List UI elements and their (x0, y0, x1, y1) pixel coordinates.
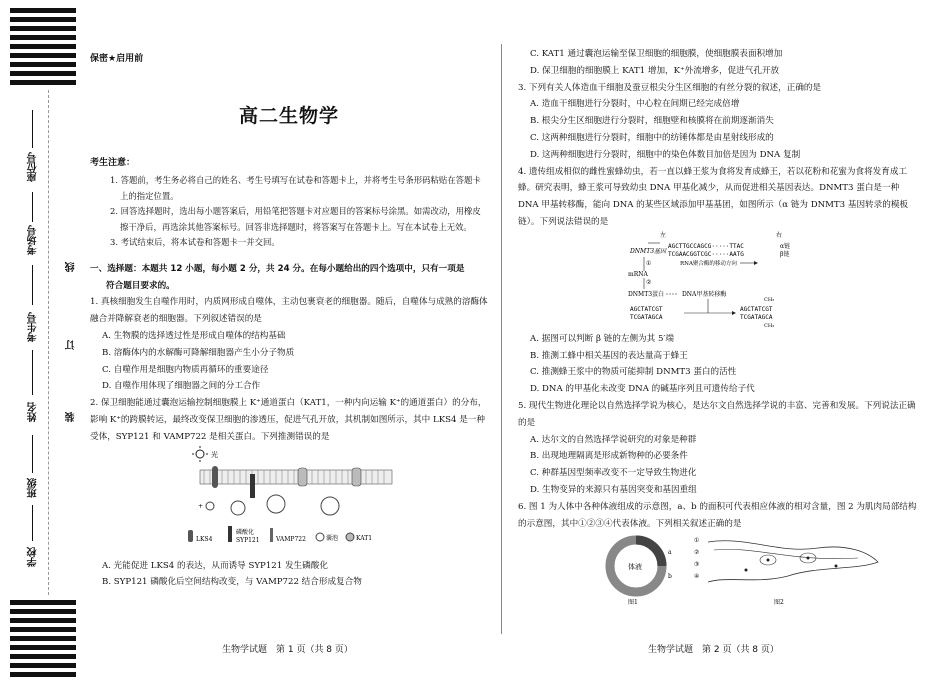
bind-mark-bind: 装 (66, 412, 77, 422)
fig2-mark-3: ③ (694, 561, 700, 569)
binding-dashed-line (48, 90, 49, 595)
ch3-top: CH₃ (764, 296, 775, 303)
seq-top: AGCTTGCCAGCG·····TTAC (668, 242, 744, 250)
option-d: D. 保卫细胞的细胞膜上 KAT1 增加，K⁺外流增多，促进气孔开放 (530, 65, 780, 76)
question-6 (518, 499, 920, 607)
body-fluid-diagram (518, 532, 920, 606)
syp121-legend-icon (228, 526, 232, 542)
notice-block (90, 155, 488, 251)
step-2: ② (646, 278, 652, 286)
notice-item: 2. 回答选择题时，选出每小题答案后，用铅笔把答题卡对应题目的答案标号涂黑。如需改动，用橡皮擦干净后，再选涂其他答案标号。回答非选择题时，将答案写在答题卡上。写在本试卷上无效。 (110, 206, 481, 232)
option-a: A. 达尔文的自然选择学说研究的对象是种群 (530, 434, 697, 445)
fig2-mark-4: ④ (694, 573, 700, 581)
guard-cell-figure (90, 446, 488, 558)
guard-cell-diagram (90, 446, 488, 558)
option-c: C. 种群基因型频率改变不一定导致生物进化 (530, 468, 697, 479)
option-a: A. 据图可以判断 β 链的左侧为其 5′端 (530, 333, 674, 344)
fill-line (32, 192, 33, 222)
page-title: 高二生物学 (238, 104, 339, 127)
label-seat-number: 座位号 (28, 152, 39, 182)
question-stem: 4. 遗传组成相似的雌性蜜蜂幼虫，若一直以蜂王浆为食将发育成蜂王，若以花粉和花蜜为食将发育成工蜂。研究表明，蜂王浆可导致幼虫 DNA 甲基化减少，从而促进相关基因表达。DNMT3 蛋白是一种 DNA 甲基转移酶，能向 DNA 的某些区域添加甲基基团，如图所示（α 链为 DNMT3 基因转录的模板链）。下列说法错误的是 (518, 166, 909, 227)
dna-after-top: AGCTATCGT (740, 305, 773, 313)
bind-mark-staple: 订 (66, 340, 77, 350)
label-school: 学校 (28, 547, 39, 567)
mrna-label: mRNA (628, 270, 648, 278)
column-divider (501, 44, 502, 634)
dnmt3-figure (518, 231, 920, 331)
fig1-center-label: 体液 (628, 563, 642, 572)
section-heading-cont: 符合题目要求的。 (106, 280, 175, 291)
membrane (200, 470, 392, 484)
vessel (714, 550, 858, 559)
notice-item: 3. 考试结束后，将本试卷和答题卡一并交回。 (110, 237, 280, 248)
option-c: C. KAT1 通过囊泡运输至保卫细胞的细胞膜，使细胞膜表面积增加 (530, 49, 783, 59)
step-1: ① (646, 259, 652, 267)
fill-line (32, 435, 33, 473)
binding-strip (0, 0, 80, 688)
left-column (90, 46, 488, 591)
option-d: D. 自噬作用体现了细胞器之间的分工合作 (102, 381, 261, 392)
phosphate-icon (206, 502, 214, 510)
option-b: B. SYP121 磷酸化后空间结构改变，与 VAMP722 结合形成复合物 (102, 577, 362, 588)
lks4-receptor (212, 466, 218, 488)
vesicle (267, 495, 285, 513)
option-a: A. 生物膜的选择透过性是形成自噬体的结构基础 (102, 331, 286, 342)
option-b: B. 推测工蜂中相关基因的表达量高于蜂王 (530, 350, 688, 361)
vesicle-legend-icon (316, 533, 324, 541)
kat1-legend-icon (346, 533, 354, 541)
fill-line (32, 505, 33, 541)
option-c: C. 自噬作用是细胞内物质再循环的重要途径 (102, 364, 269, 375)
question-stem: 5. 现代生物进化理论以自然选择学说为核心，是达尔文自然选择学说的丰富、完善和发展。下列说法正确的是 (518, 400, 916, 428)
vesicle (231, 501, 245, 515)
lks4-legend-icon (188, 530, 193, 542)
option-d: D. 这两种细胞进行分裂时，细胞中的染色体数目加倍是因为 DNA 复制 (530, 149, 801, 160)
option-c: C. 这两种细胞进行分裂时，细胞中的纺锤体都是由星射线形成的 (530, 132, 774, 143)
option-b: B. 根尖分生区细胞进行分裂时，细胞壁和核膜将在前期逐渐消失 (530, 116, 774, 127)
legend-phos: 磷酸化 (236, 528, 255, 536)
gene-label: DNMT3基因 (630, 247, 667, 255)
label-name: 姓名 (28, 402, 39, 422)
fill-line (32, 110, 33, 148)
option-b: B. 溶酶体内的水解酶可降解细胞器产生小分子物质 (102, 347, 295, 358)
right-label: 右 (776, 231, 783, 239)
svg-text:+: + (198, 502, 204, 510)
dna-after-bottom: TCGATAGCA (740, 313, 773, 321)
question-3 (518, 80, 920, 164)
vesicle (321, 497, 339, 515)
fill-line (32, 265, 33, 305)
light-label: 光 (211, 450, 218, 459)
notice-item: 1. 答题前，考生务必将自己的姓名、考生号填写在试卷和答题卡上，并将考生号条形码粘贴在答题卡上的指定位置。 (110, 175, 481, 201)
beta-label: β链 (780, 250, 790, 258)
question-1 (90, 294, 488, 395)
syp121-protein (250, 474, 255, 498)
fig2-mark-1: ① (694, 537, 700, 545)
legend-lks4: LKS4 (196, 535, 213, 543)
label-class: 班级 (28, 478, 39, 498)
notice-title: 考生注意： (90, 157, 136, 168)
muscle-outline (708, 541, 878, 582)
option-d: D. 生物变异的来源只有基因突变和基因重组 (530, 484, 697, 495)
kat1-channel (352, 468, 361, 486)
fig1-caption: 图1 (628, 599, 638, 607)
legend-vamp722: VAMP722 (276, 535, 306, 543)
fill-line (32, 350, 33, 395)
page-footer-right: 生物学试题 第 2 页（共 8 页） (648, 645, 779, 655)
page-footer-left: 生物学试题 第 1 页（共 8 页） (222, 645, 353, 655)
question-4 (518, 164, 920, 398)
confidential-mark: 保密★启用前 (90, 54, 144, 64)
question-2 (90, 395, 488, 591)
question-stem: 3. 下列有关人体造血干细胞及蚕豆根尖分生区细胞的有丝分裂的叙述，正确的是 (518, 82, 822, 93)
kat1-channel (298, 468, 307, 486)
option-c: C. 推测蜂王浆中的物质可能抑制 DNMT3 蛋白的活性 (530, 367, 737, 378)
option-b: B. 出现地理隔离是形成新物种的必要条件 (530, 451, 688, 462)
rna-pol-dir: RNA聚合酶的移动方向 (680, 260, 737, 267)
legend-vesicle: 囊泡 (326, 534, 339, 542)
bind-mark-line: 线 (66, 262, 77, 272)
label-candidate-number: 考生号 (28, 312, 39, 342)
dna-before-top: AGCTATCGT (630, 305, 663, 313)
label-room-number: 考场号 (28, 225, 39, 255)
left-label: 左 (660, 231, 667, 239)
dnmt3-diagram (518, 231, 920, 331)
section-heading: 一、选择题：本题共 12 小题，每小题 2 分，共 24 分。在每小题给出的四个选项中，只有一项是 (90, 263, 465, 274)
option-d: D. DNA 的甲基化未改变 DNA 的碱基序列且可遗传给子代 (530, 384, 755, 395)
protein-label: DNMT3蛋白 (628, 290, 665, 298)
question-stem: 2. 保卫细胞能通过囊泡运输控制细胞膜上 K⁺通道蛋白（KAT1，一种内向运输 K⁺的通道蛋白）的分布，影响 K⁺的跨膜转运，最终改变保卫细胞的渗透压，促进气孔开放，其机制如图所示，其中 LKS4 是一种受体，SYP121 和 VAMP722 是相关蛋白。下列推测错误的是 (90, 398, 487, 442)
enzyme-label: DNA甲基转移酶 (682, 290, 727, 298)
dna-before-bottom: TCGATAGCA (630, 313, 663, 321)
body-fluid-figures (518, 532, 920, 606)
sun-icon (192, 446, 208, 462)
alpha-label: α链 (780, 242, 791, 250)
fig2-caption: 图2 (774, 599, 784, 607)
vamp722-legend-icon (270, 528, 273, 542)
fig1-b: b (668, 573, 672, 581)
question-stem: 6. 图 1 为人体中各种体液组成的示意图，a、b 的面积可代表相应体液的相对含量，图 2 为肌肉局部结构的示意图，其中①②③④代表体液。下列相关叙述正确的是 (518, 501, 917, 529)
question-stem: 1. 真核细胞发生自噬作用时，内质网形成自噬体，主动包裹衰老的细胞器。随后，自噬体与成熟的溶酶体融合并降解衰老的细胞器。下列叙述错误的是 (90, 297, 488, 325)
option-a: A. 光能促进 LKS4 的表达，从而诱导 SYP121 发生磷酸化 (102, 560, 328, 571)
option-a: A. 造血干细胞进行分裂时，中心粒在间期已经完成倍增 (530, 99, 740, 110)
fig1-a: a (668, 549, 672, 557)
fig2-mark-2: ② (694, 549, 700, 557)
legend-kat1: KAT1 (356, 534, 373, 542)
right-column (518, 46, 920, 606)
seq-bottom: TCGAACGGTCGC·····AATG (668, 250, 744, 258)
question-5 (518, 398, 920, 499)
ch3-bottom: CH₃ (764, 322, 775, 329)
legend-syp121: SYP121 (236, 536, 260, 544)
